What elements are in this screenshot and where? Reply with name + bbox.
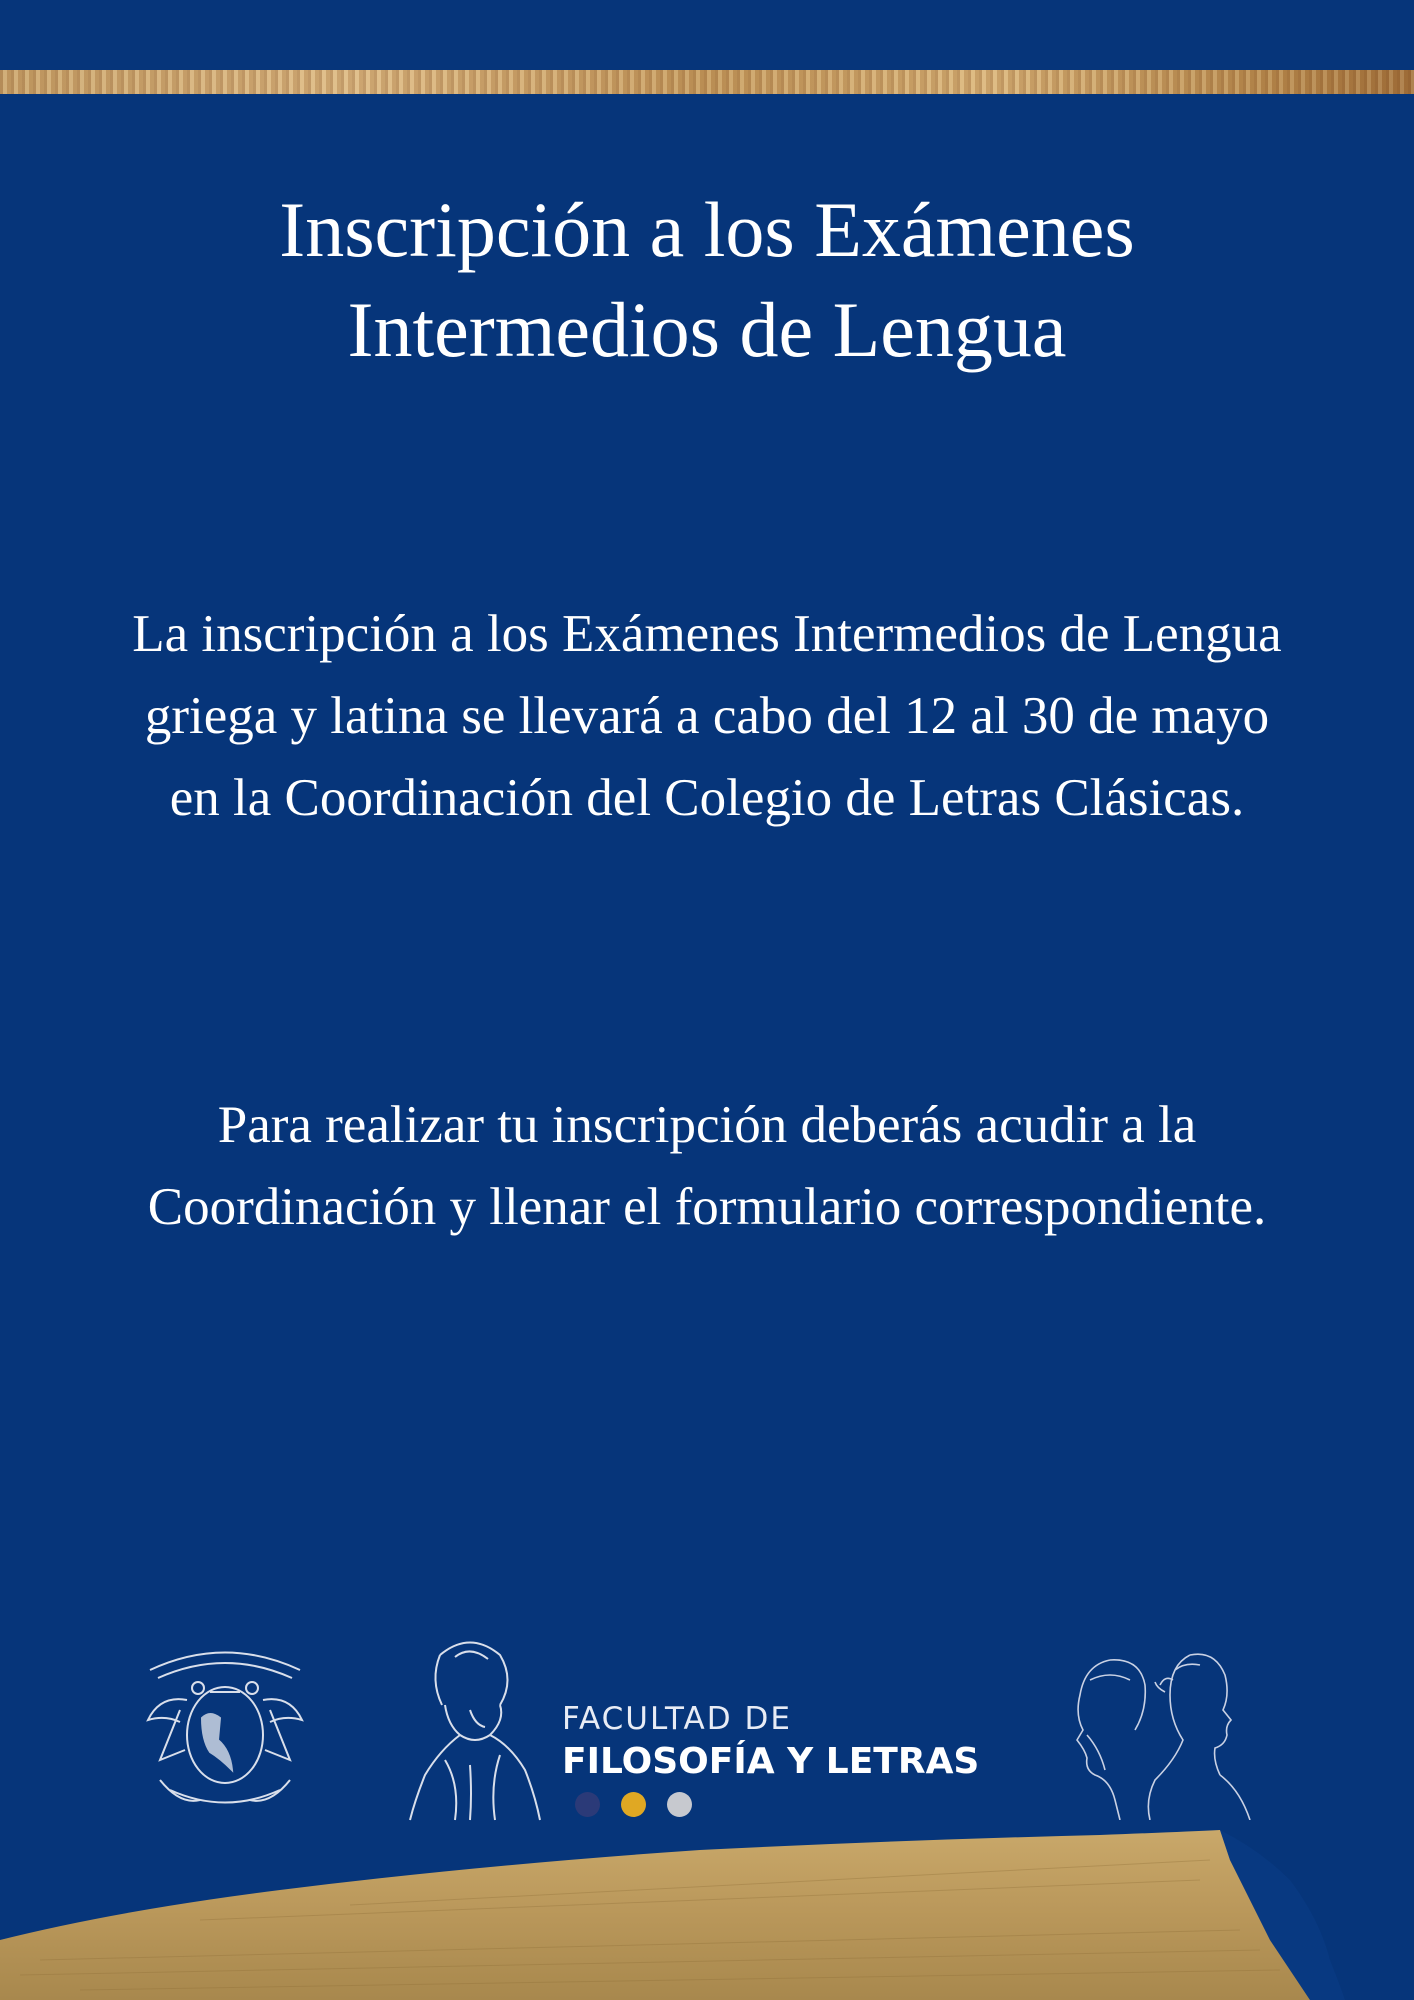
ffyl-dots [575,1792,692,1817]
title-line-1: Inscripción a los Exámenes [279,186,1135,273]
page-title [0,180,1414,380]
registration-dates-paragraph: La inscripción a los Exámenes Intermedios de Lengua griega y latina se llevará a cabo del 12 al 30 de mayo en la Coordinación del Colegio de Letras Clásicas. [132,605,1282,827]
dot-gold [621,1792,646,1817]
registration-instructions-paragraph: Para realizar tu inscripción deberás acudir a la Coordinación y llenar el formulario correspondiente. [147,1096,1267,1236]
dot-silver [667,1792,692,1817]
title-line-2: Intermedios de Lengua [347,286,1067,373]
ffyl-line-1: FACULTAD DE [562,1701,792,1737]
classical-heads-icon [1065,1640,1255,1820]
top-gold-band [0,70,1414,94]
bottom-gold-brush [0,1820,1414,2000]
athena-helmet-icon [400,1635,550,1825]
dot-navy [575,1792,600,1817]
unam-crest-icon [140,1640,310,1820]
ffyl-line-2: FILOSOFÍA Y LETRAS [562,1741,980,1782]
ffyl-logo [400,1635,1020,1825]
